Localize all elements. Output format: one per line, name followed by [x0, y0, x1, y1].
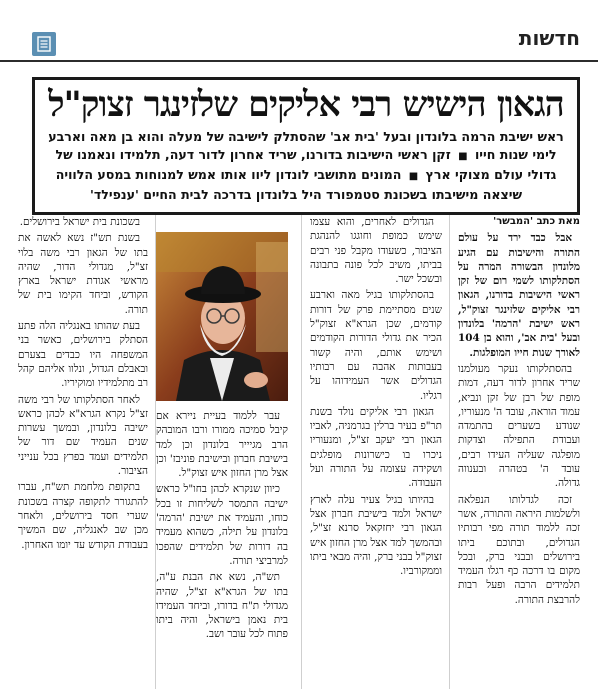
- headline-box: [32, 77, 580, 215]
- article-paragraph: הגדולים לאחרים, והוא עצמו שימש כמופת וחוגגו להנהגת הציבור, כשעודו מקבל פני רבים בביתו, משיב לכל פונה בתבונה ובשכל ישר.: [310, 216, 442, 286]
- article-paragraph: תש"ה, נשא את הבנת ע"ה, בתו של הגרא"א זצ"ל, שהיה מגדולי ת"ח בדורו, וביחד העמידו בית נאמן בישראל, והיה ביתו פתוח לכל עובר ושב.: [156, 571, 288, 641]
- article-paragraph: זכה לגדלותו הנפלאה ולשלמות היראה והתורה, אשר זכה ללמוד תורה מפי רבותיו הגדולים, ובתוכם ביתו בירושלים ובבני ברק, ובכל מקום בו דרכה כף רגלו העמיד תלמידים הרבה ופעל רבות להרבצת התורה.: [458, 493, 580, 606]
- column-divider: [301, 215, 302, 689]
- subhead-part-2: זקן ראשי הישיבות בדורנו, שריד אחרון לדור דעה, תלמידו ונאמנו של גדולי עולם מצוקי ארץ: [55, 147, 557, 182]
- article-column-1: [458, 215, 580, 689]
- section-title: חדשות: [518, 26, 580, 50]
- article-byline: מאת כתב 'המבשר': [493, 216, 580, 227]
- article-column-2: [310, 215, 442, 689]
- separator-icon: ■: [458, 151, 468, 162]
- article-paragraph: בעת שהותו באנגליה הלה פתע הסתלק בירושלים, כאשר בני המשפחה היו כבדים בצערם ובאבלם הגדול, ונלוו אליהם קהל רב מתלמידיו ומוקיריו.: [18, 320, 148, 390]
- document-view-button[interactable]: [32, 32, 56, 56]
- article-subhead: [41, 128, 571, 204]
- column-divider: [449, 215, 450, 689]
- subhead-part-1: ראש ישיבת הרמה בלונדון ובעל 'בית אב' שהסתלק לישיבה של מעלה והוא בן מאה וארבע לימי שנות חייו: [48, 129, 564, 162]
- separator-icon: ■: [408, 171, 419, 182]
- article-paragraph: בשנת תש"ז נשא לאשה את בתו של הגאון רבי משה בלוי זצ"ל, מגדולי הדור, שהיה מראשי אגודת ישראל בארץ הקודש, וביחד הקימו בית של תורה.: [18, 232, 148, 316]
- article-paragraph: בהסתלקותו בגיל מאה וארבע שנים מסתיימת פרק של דורות קודמים, שכן הגרא"א זצוק"ל הכיר את גדולי הדורות הקודמים ושימש אותם, והיה קשור בעבותות אהבה עם רבותיו הגדולים אשר העמידוהו על רגליו.: [310, 289, 442, 402]
- article-paragraph: הגאון רבי אליקים נולד בשנת תר"פ בעיר ברלין בגרמניה, לאביו הגאון רבי יעקב זצ"ל, ומנעוריו ניכרו בו כישרונות מופלגים ושקידה עצומה על התורה ועל העבודה.: [310, 405, 442, 490]
- rabbi-portrait-photo: [156, 232, 288, 401]
- article-paragraph: בתקופת מלחמת תש"ח, עברו להתגורר לתקופה קצרה בשכונת שערי חסד בירושלים, ולאחר מכן שב לאנגליה, שם המשיך בעבודת הקודש עד יומו האחרון.: [18, 481, 148, 551]
- article-paragraph: בהסתלקותו נעקר מעולמנו שריד אחרון לדור דעה, דמות מופת של רבן של זקן ונביא, עמוד הוראה, עובד ה' מנעוריו, שנודע בשערים בהתמדה ועבודת התפילה וצדקות מופלגה שעליה העידו רבים, עובד ה' בטהרה ובענווה גדולה.: [458, 362, 580, 490]
- document-icon: [37, 36, 51, 52]
- article-paragraph: בהיותו בגיל צעיר עלה לארץ ישראל ולמד בישיבת חברון אצל הגאון רבי יחזקאל סרנא זצ"ל, ובהמשך למד אצל מרן החזון איש זצוק"ל בבני ברק, והיה מבאי ביתו וממקורביו.: [310, 493, 442, 578]
- article-headline: הגאון הישיש רבי אליקים שלזינגר זצוק"ל: [48, 84, 564, 125]
- subhead-part-3: המונים מתושבי לונדון ליוו אותו אמש למנוחות במסע הלוויה שיצאה מישיבתו בשכונת סטמפורד היל בלונדון בדרכה לבית החיים 'ענפילד': [55, 167, 522, 202]
- article-column-3-text: [156, 409, 288, 689]
- article-body: [18, 215, 580, 689]
- article-paragraph: לאחר הסתלקותו של רבי משה זצ"ל נקרא הגרא"א לכהן כראש ישיבה בלונדון, ובמשך עשרות שנים העמיד שם דור של תלמידים ועמד בפרץ בכל ענייני הציבור.: [18, 393, 148, 478]
- portrait-image: [156, 232, 288, 401]
- section-header: [0, 22, 598, 62]
- article-paragraph: עבר ללמוד בעיית ניירא אם קיבל סמיכה ממורו ורבו המובהק הרב מגיייר בלונדון וכן למד בישיבת חברון ובישיבת פוניבז' וכן אצל מרן החזון איש זצוק"ל.: [156, 410, 288, 480]
- article-paragraph: בשכונת בית ישראל בירושלים.: [19, 216, 140, 228]
- article-lead-paragraph: אבל כבד ירד על עולם התורה והישיבות עם הגיע מלונדון הבשורה המרה על הסתלקותו לשמי רום של זקן ראשי הישיבות בדורנו, הגאון רבי אליקים שלזינגר זצוק"ל, ראש ישיבת 'הרמה' בלונדון ובעל 'בית אב', והוא בן 104 לאורך שנות חייו המופלגות.: [458, 232, 580, 359]
- article-paragraph: כיוון שנקרא לכהן בחו"ל כראש ישיבה התמסר לשליחות זו בכל כוחו, והעמיד את ישיבת 'הרמה' בלונדון על תילה, כשהוא מעמיד בה דורות של תלמידים שהפכו למרביצי תורה.: [156, 483, 288, 567]
- article-column-4: [18, 215, 148, 689]
